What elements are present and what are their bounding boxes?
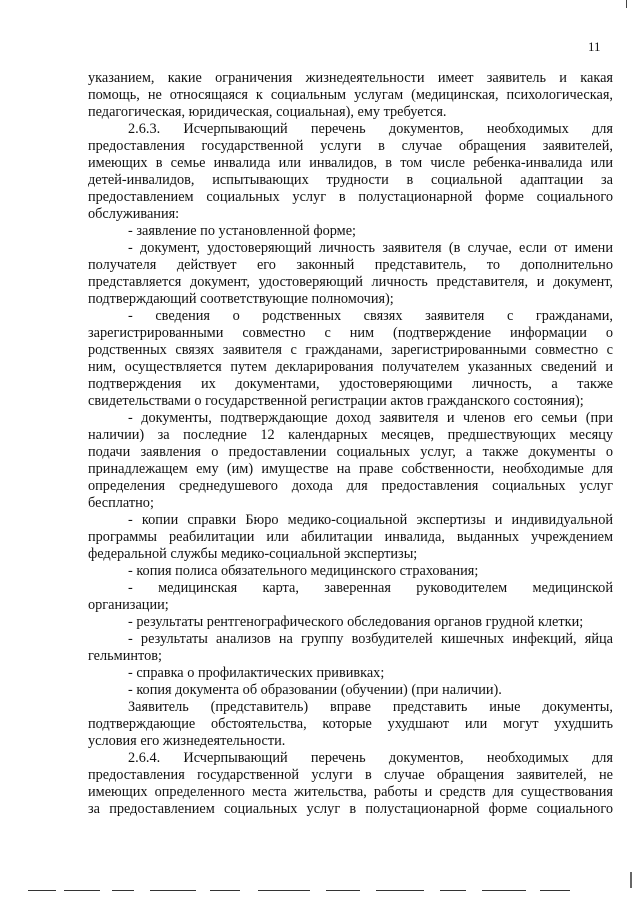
text-line: наличии) за последние 12 календарных месяцев, предшествующих месяцу bbox=[88, 427, 613, 443]
text-line: имеющих определенного места жительства, работы и средств для существования bbox=[88, 784, 613, 800]
list-item: - сведения о родственных связях заявителя с гражданами, bbox=[128, 308, 613, 324]
scan-dash bbox=[258, 890, 310, 891]
text-line: бесплатно; bbox=[88, 495, 154, 511]
text-line: принадлежащем ему (им) имуществе на праве собственности, необходимые для bbox=[88, 461, 613, 477]
scan-bottom-edge bbox=[0, 880, 639, 900]
scan-dash bbox=[150, 890, 196, 891]
section-heading-2-6-4: 2.6.4. Исчерпывающий перечень документов, необходимых для bbox=[128, 750, 613, 766]
list-item: - копии справки Бюро медико-социальной экспертизы и индивидуальной bbox=[128, 512, 613, 528]
text-line: условия его жизнедеятельности. bbox=[88, 733, 286, 749]
text-line: предоставления государственной услуги в случае обращения заявителей, не bbox=[88, 767, 613, 783]
text-line: подтверждающий соответствующие полномочия); bbox=[88, 291, 394, 307]
scan-dash bbox=[28, 890, 56, 891]
text-line: программы реабилитации или абилитации инвалида, выданных учреждением bbox=[88, 529, 613, 545]
text-line: помощь, не относящаяся к социальным услугам (медицинская, психологическая, bbox=[88, 87, 613, 103]
text-line: детей-инвалидов, испытывающих трудности в социальной адаптации за bbox=[88, 172, 613, 188]
section-heading-2-6-3: 2.6.3. Исчерпывающий перечень документов, необходимых для bbox=[128, 121, 613, 137]
text-line: организации; bbox=[88, 597, 169, 613]
text-line: подтверждающие обстоятельства, которые ухудшают или могут ухудшить bbox=[88, 716, 613, 732]
text-line: ним, осуществляется путем декларирования получателем указанных сведений и bbox=[88, 359, 613, 375]
text-line: указанием, какие ограничения жизнедеятельности имеет заявитель и какая bbox=[88, 70, 613, 86]
text-line: предоставлением социальных услуг в полустационарной форме социального bbox=[88, 189, 613, 205]
list-item: - копия документа об образовании (обучении) (при наличии). bbox=[128, 682, 502, 698]
scan-dash bbox=[540, 890, 570, 891]
scan-mark bbox=[626, 0, 627, 8]
text-line: подтверждения их документами, удостоверяющими личность, а также bbox=[88, 376, 613, 392]
text-line: педагогическая, юридическая, социальная), ему требуется. bbox=[88, 104, 447, 120]
scan-dash bbox=[440, 890, 466, 891]
scan-dash bbox=[64, 890, 100, 891]
page-number: 11 bbox=[588, 39, 601, 54]
text-line: обслуживания: bbox=[88, 206, 180, 222]
paragraph-start: Заявитель (представитель) вправе представить иные документы, bbox=[128, 699, 613, 715]
text-line: родственных связях заявителя с гражданами, зарегистрированными совместно с bbox=[88, 342, 613, 358]
body-text bbox=[88, 70, 613, 818]
text-line: имеющих в семье инвалида или инвалидов, в том числе ребенка-инвалида или bbox=[88, 155, 613, 171]
list-item: - результаты анализов на группу возбудителей кишечных инфекций, яйца bbox=[128, 631, 613, 647]
scan-dash bbox=[210, 890, 240, 891]
text-line: определения среднедушевого дохода для предоставления социальных услуг bbox=[88, 478, 613, 494]
scan-dash bbox=[112, 890, 134, 891]
scan-mark bbox=[630, 872, 632, 888]
text-line: федеральной службы медико-социальной экспертизы; bbox=[88, 546, 418, 562]
text-line: представляется документ, удостоверяющий личность представителя, и документ, bbox=[88, 274, 613, 290]
text-line: свидетельствами о государственной регистрации актов гражданского состояния); bbox=[88, 393, 584, 409]
text-line: за предоставлением социальных услуг в полустационарной форме социального bbox=[88, 801, 613, 817]
scan-dash bbox=[326, 890, 360, 891]
list-item: - медицинская карта, заверенная руководителем медицинской bbox=[128, 580, 613, 596]
list-item: - справка о профилактических прививках; bbox=[128, 665, 385, 681]
list-item: - заявление по установленной форме; bbox=[128, 223, 357, 239]
text-line: гельминтов; bbox=[88, 648, 162, 664]
text-line: получателя действует его законный представитель, то дополнительно bbox=[88, 257, 613, 273]
scan-dash bbox=[482, 890, 526, 891]
list-item: - документ, удостоверяющий личность заявителя (в случае, если от имени bbox=[128, 240, 613, 256]
list-item: - копия полиса обязательного медицинского страхования; bbox=[128, 563, 479, 579]
text-line: предоставления государственной услуги в случае обращения заявителей, bbox=[88, 138, 613, 154]
list-item: - результаты рентгенографического обследования органов грудной клетки; bbox=[128, 614, 584, 630]
list-item: - документы, подтверждающие доход заявителя и членов его семьи (при bbox=[128, 410, 613, 426]
scan-dash bbox=[376, 890, 424, 891]
text-line: зарегистрированными совместно с ним (подтверждение информации о bbox=[88, 325, 613, 341]
text-line: подачи заявления о предоставлении социальных услуг, а также документы о bbox=[88, 444, 613, 460]
